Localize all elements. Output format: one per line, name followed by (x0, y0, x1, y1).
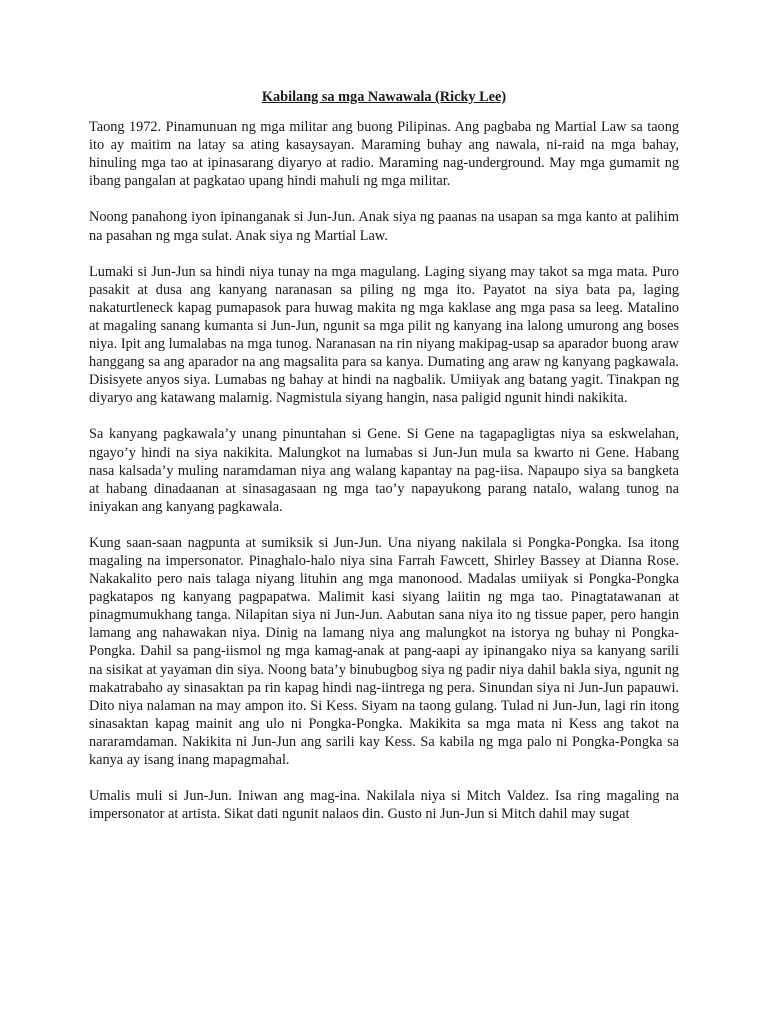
paragraph-5: Kung saan-saan nagpunta at sumiksik si Jun-Jun. Una niyang nakilala si Pongka-Pongka. Isa itong magaling na impersonator. Pinaghalo-halo niya sina Farrah Fawcett, Shirley Bassey at Dianna Rose. Nakakalito pero nais talaga niyang lituhin ang mga manonood. Madalas umiiyak si Pongka-Pongka pagkatapos ng kanyang pagpapatwa. Malimit kasi siyang laiitin ng mga tao. Pinagtatawanan at pinagmumukhang tanga. Nilapitan siya ni Jun-Jun. Aabutan sana niya ito ng tissue paper, pero hangin lamang ang nahawakan niya. Dinig na lamang niya ang malungkot na istorya ng buhay ni Pongka-Pongka. Dahil sa pang-iismol ng mga kamag-anak at pang-aapi ay ipinangako niya sa kanyang sarili na sisikat at yayaman din siya. Noong bata’y binubugbog siya ng padir niya dahil bakla siya, ngunit ng makatrabaho ay sinasaktan pa rin kapag hindi nag-iintrega ng pera. Sinundan siya ni Jun-Jun papauwi. Dito niya nalaman na may ampon ito. Si Kess. Siyam na taong gulang. Tulad ni Jun-Jun, lagi rin itong sinasaktan kapag mainit ang ulo ni Pongka-Pongka. Makikita sa mga mata ni Kess ang takot na nararamdaman. Nakikita ni Jun-Jun ang sarili kay Kess. Sa kabila ng mga palo ni Pongka-Pongka sa kanya ay isang inang mapagmahal. (89, 534, 679, 768)
document-page (89, 88, 679, 841)
document-title: Kabilang sa mga Nawawala (Ricky Lee) (261, 89, 507, 105)
paragraph-3: Lumaki si Jun-Jun sa hindi niya tunay na mga magulang. Laging siyang may takot sa mga mata. Puro pasakit at dusa ang kanyang naranasan sa piling ng mga ito. Payatot na siya bata pa, laging nakaturtleneck kapag pumapasok para huwag makita ng mga kaklase ang mga pasa sa leeg. Matalino at magaling sanang kumanta si Jun-Jun, ngunit sa mga pilit ng kanyang ina lalong umurong ang boses niya. Ipit ang lumalabas na mga tunog. Naranasan na rin niyang makipag-usap sa aparador buong araw hanggang sa ang aparador na ang magsalita para sa kanya. Dumating ang araw ng kanyang pagkawala. Disisyete anyos siya. Lumabas ng bahay at hindi na nagbalik. Umiiyak ang batang yagit. Tinakpan ng diyaryo ang katawang malamig. Nagmistula siyang hangin, nasa paligid ngunit hindi nakikita. (89, 263, 679, 407)
paragraph-4: Sa kanyang pagkawala’y unang pinuntahan si Gene. Si Gene na tagapagligtas niya sa eskwelahan, ngayo’y hindi na siya nakikita. Malungkot na lumabas si Jun-Jun mula sa kwarto ni Gene. Habang nasa kalsada’y muling naramdaman niya ang walang kapantay na pag-iisa. Napaupo siya sa bangketa at habang dinadaanan at sinasagasaan ng mga tao’y napayukong parang natalo, walang tunog na iniyakan ang kanyang pagkawala. (89, 426, 679, 515)
paragraph-6: Umalis muli si Jun-Jun. Iniwan ang mag-ina. Nakilala niya si Mitch Valdez. Isa ring magaling na impersonator at artista. Sikat dati ngunit nalaos din. Gusto ni Jun-Jun si Mitch dahil may sugat (89, 788, 679, 823)
paragraph-1: Taong 1972. Pinamunuan ng mga militar ang buong Pilipinas. Ang pagbaba ng Martial Law sa taong ito ay maitim na latay sa ating kasaysayan. Maraming buhay ang nawala, ni-raid na mga bahay, hinuling mga tao at ipinasarang diyaryo at radio. Maraming nag-underground. May mga gumamit ng ibang pangalan at pagkatao upang hindi mahuli ng mga militar. (89, 119, 679, 190)
paragraph-2: Noong panahong iyon ipinanganak si Jun-Jun. Anak siya ng paanas na usapan sa mga kanto at palihim na pasahan ng mga sulat. Anak siya ng Martial Law. (89, 209, 679, 244)
